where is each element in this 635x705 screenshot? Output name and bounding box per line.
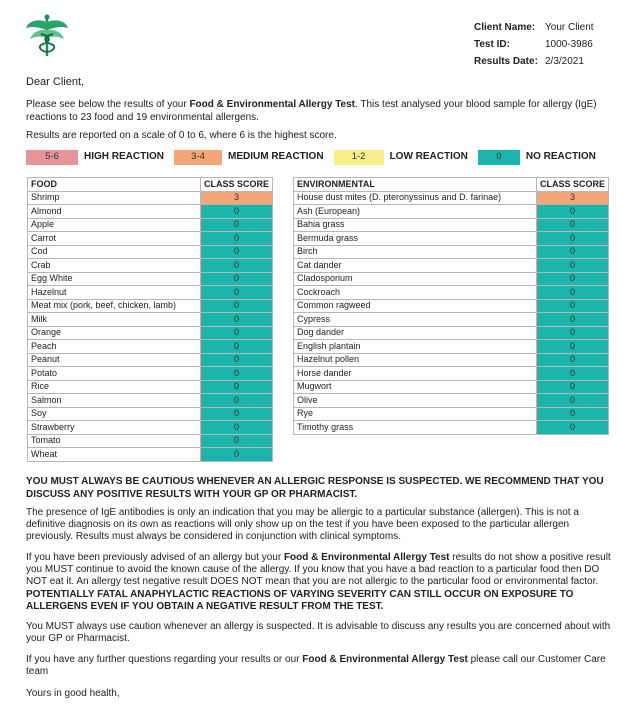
food-class-score: 0 — [200, 448, 272, 462]
table-row — [294, 191, 609, 205]
food-class-score: 0 — [200, 353, 272, 367]
para2-text: If you have been previously advised of an allergy but your — [26, 552, 284, 563]
env-allergen-name: Birch — [294, 245, 537, 259]
env-header-score: CLASS SCORE — [536, 178, 608, 192]
env-class-score: 0 — [536, 299, 608, 313]
food-header-name: FOOD — [28, 178, 201, 192]
para2-test-name: Food & Environmental Allergy Test — [283, 552, 450, 563]
env-class-score: 0 — [536, 232, 608, 246]
table-row — [28, 434, 273, 448]
client-info — [474, 20, 594, 71]
env-class-score: 0 — [536, 218, 608, 232]
ige-paragraph: The presence of IgE antibodies is only an indication that you may be allergic to a particular substance (allergen). This is not a definitive diagnosis on its own as reactions will only show up on the test if you have been exposed to the particular allergen previously. Results must always be considered in conjunction with clinical symptoms. — [26, 507, 579, 543]
table-row — [28, 191, 273, 205]
env-class-score: 0 — [536, 353, 608, 367]
env-allergen-name: Ash (European) — [294, 205, 537, 219]
legend-label-low: LOW REACTION — [389, 150, 468, 162]
table-row — [294, 245, 609, 259]
client-name-value: Your Client — [545, 22, 594, 34]
env-allergen-name: Cypress — [294, 313, 537, 327]
env-class-score: 0 — [536, 407, 608, 421]
table-row — [28, 421, 273, 435]
env-class-score: 0 — [536, 340, 608, 354]
env-table-header — [294, 178, 609, 192]
para2-fatal-warning: POTENTIALLY FATAL ANAPHYLACTIC REACTIONS OF VARYING SEVERITY CAN STILL OCCUR ON EXPOSURE TO ALLERGENS EVEN IF YOU OBTAIN A NEGATIVE RESULT FROM THE TEST. — [26, 588, 574, 612]
caution-paragraph: You MUST always use caution whenever an allergy is suspected. It is advisable to discuss any results you are concerned about with your GP or Pharmacist. — [26, 621, 611, 645]
env-allergen-name: Cockroach — [294, 286, 537, 300]
food-allergen-name: Salmon — [28, 394, 201, 408]
client-name-label: Client Name: — [474, 22, 536, 34]
env-class-score: 0 — [536, 259, 608, 273]
negative-result-paragraph — [26, 552, 616, 613]
legend-label-none: NO REACTION — [525, 150, 596, 162]
food-allergen-name: Almond — [28, 205, 201, 219]
food-allergen-name: Strawberry — [28, 421, 201, 435]
table-row — [28, 448, 273, 462]
food-allergen-name: Rice — [28, 380, 201, 394]
food-allergen-name: Egg White — [28, 272, 201, 286]
food-class-score: 0 — [200, 299, 272, 313]
food-class-score: 0 — [200, 367, 272, 381]
intro-text-2: . This test analysed your blood sample for allergy (IgE) reactions to 23 food and 19 environmental allergens. — [26, 99, 597, 123]
food-allergen-name: Peanut — [28, 353, 201, 367]
table-row — [28, 286, 273, 300]
food-class-score: 0 — [200, 272, 272, 286]
intro-paragraph — [26, 98, 616, 124]
table-row — [28, 272, 273, 286]
para4-text: If you have any further questions regarding your results or our — [26, 654, 303, 665]
reaction-legend — [26, 149, 606, 165]
para2-text-2: results do not show a positive result you MUST continue to avoid the known cause of the allergy. If you know that you have a bad reaction to a particular food then DO NOT eat it. An allergy test negative result DOES NOT mean that you are not allergic to the particular food or environmental factor. — [26, 552, 611, 588]
table-row — [28, 245, 273, 259]
table-row — [28, 299, 273, 313]
table-row — [28, 353, 273, 367]
legend-swatch-low: 1-2 — [334, 150, 384, 165]
table-row — [28, 380, 273, 394]
table-row — [28, 232, 273, 246]
env-class-score: 0 — [536, 421, 608, 435]
intro-test-name: Food & Environmental Allergy Test — [189, 99, 356, 110]
food-class-score: 3 — [200, 191, 272, 205]
table-row — [294, 218, 609, 232]
env-allergen-name: Cat dander — [294, 259, 537, 273]
legend-swatch-high: 5-6 — [26, 150, 78, 165]
food-results-table — [27, 177, 273, 462]
intro-text: Please see below the results of your — [26, 99, 190, 110]
table-row — [28, 340, 273, 354]
env-class-score: 0 — [536, 272, 608, 286]
food-allergen-name: Potato — [28, 367, 201, 381]
table-row — [28, 259, 273, 273]
food-class-score: 0 — [200, 340, 272, 354]
legend-label-high: HIGH REACTION — [84, 150, 164, 162]
env-allergen-name: Hazelnut pollen — [294, 353, 537, 367]
food-allergen-name: Shrimp — [28, 191, 201, 205]
legend-label-medium: MEDIUM REACTION — [228, 150, 324, 162]
table-row — [294, 313, 609, 327]
table-row — [294, 340, 609, 354]
table-row — [28, 407, 273, 421]
food-allergen-name: Milk — [28, 313, 201, 327]
env-class-score: 0 — [536, 326, 608, 340]
food-allergen-name: Peach — [28, 340, 201, 354]
food-allergen-name: Soy — [28, 407, 201, 421]
env-allergen-name: Rye — [294, 407, 537, 421]
env-class-score: 0 — [536, 367, 608, 381]
env-allergen-name: Horse dander — [294, 367, 537, 381]
table-row — [294, 326, 609, 340]
food-class-score: 0 — [200, 394, 272, 408]
food-class-score: 0 — [200, 434, 272, 448]
food-allergen-name: Meat mix (pork, beef, chicken, lamb) — [28, 299, 201, 313]
table-row — [28, 394, 273, 408]
caduceus-logo-icon — [24, 12, 70, 58]
food-class-score: 0 — [200, 259, 272, 273]
table-row — [294, 353, 609, 367]
table-row — [294, 367, 609, 381]
env-allergen-name: Bahia grass — [294, 218, 537, 232]
table-row — [294, 421, 609, 435]
table-row — [294, 232, 609, 246]
env-allergen-name: Bermuda grass — [294, 232, 537, 246]
env-allergen-name: Olive — [294, 394, 537, 408]
food-class-score: 0 — [200, 326, 272, 340]
env-allergen-name: House dust mites (D. pteronyssinus and D. farinae) — [294, 191, 537, 205]
food-header-score: CLASS SCORE — [200, 178, 272, 192]
table-row — [28, 218, 273, 232]
env-class-score: 0 — [536, 205, 608, 219]
food-allergen-name: Cod — [28, 245, 201, 259]
food-allergen-name: Apple — [28, 218, 201, 232]
env-class-score: 0 — [536, 313, 608, 327]
results-date-value: 2/3/2021 — [545, 56, 584, 68]
env-class-score: 3 — [536, 191, 608, 205]
food-class-score: 0 — [200, 245, 272, 259]
table-row — [294, 407, 609, 421]
table-row — [28, 367, 273, 381]
food-class-score: 0 — [200, 286, 272, 300]
env-allergen-name: Common ragweed — [294, 299, 537, 313]
food-allergen-name: Tomato — [28, 434, 201, 448]
table-row — [28, 205, 273, 219]
env-allergen-name: Dog dander — [294, 326, 537, 340]
env-class-score: 0 — [536, 286, 608, 300]
table-row — [294, 286, 609, 300]
legend-swatch-none: 0 — [478, 150, 520, 165]
env-class-score: 0 — [536, 245, 608, 259]
table-row — [28, 326, 273, 340]
food-allergen-name: Crab — [28, 259, 201, 273]
food-class-score: 0 — [200, 421, 272, 435]
table-row — [28, 313, 273, 327]
greeting: Dear Client, — [26, 76, 85, 88]
food-allergen-name: Carrot — [28, 232, 201, 246]
table-row — [294, 205, 609, 219]
env-allergen-name: English plantain — [294, 340, 537, 354]
env-class-score: 0 — [536, 380, 608, 394]
food-class-score: 0 — [200, 407, 272, 421]
food-allergen-name: Hazelnut — [28, 286, 201, 300]
food-class-score: 0 — [200, 313, 272, 327]
food-allergen-name: Orange — [28, 326, 201, 340]
food-class-score: 0 — [200, 218, 272, 232]
env-header-name: ENVIRONMENTAL — [294, 178, 537, 192]
env-allergen-name: Cladosporium — [294, 272, 537, 286]
food-class-score: 0 — [200, 205, 272, 219]
results-date-label: Results Date: — [474, 56, 538, 68]
signoff: Yours in good health, — [26, 688, 120, 699]
environmental-results-table — [293, 177, 609, 435]
table-row — [294, 394, 609, 408]
table-row — [294, 299, 609, 313]
table-row — [294, 380, 609, 394]
food-class-score: 0 — [200, 380, 272, 394]
contact-paragraph — [26, 654, 616, 678]
para4-text-2: please call our Customer Care team — [26, 654, 606, 678]
food-table-header — [28, 178, 273, 192]
para4-test-name: Food & Environmental Allergy Test — [302, 654, 468, 665]
env-allergen-name: Timothy grass — [294, 421, 537, 435]
warning-notice: YOU MUST ALWAYS BE CAUTIOUS WHENEVER AN ALLERGIC RESPONSE IS SUSPECTED. WE RECOMMEND THAT YOU DISCUSS ANY POSITIVE RESULTS WITH YOUR GP OR PHARMACIST. — [26, 476, 604, 500]
test-id-label: Test ID: — [474, 39, 510, 51]
legend-swatch-medium: 3-4 — [174, 150, 222, 165]
test-id-value: 1000-3986 — [545, 39, 593, 51]
food-class-score: 0 — [200, 232, 272, 246]
scale-note: Results are reported on a scale of 0 to 6, where 6 is the highest score. — [26, 130, 337, 141]
env-allergen-name: Mugwort — [294, 380, 537, 394]
env-class-score: 0 — [536, 394, 608, 408]
food-allergen-name: Wheat — [28, 448, 201, 462]
table-row — [294, 272, 609, 286]
table-row — [294, 259, 609, 273]
